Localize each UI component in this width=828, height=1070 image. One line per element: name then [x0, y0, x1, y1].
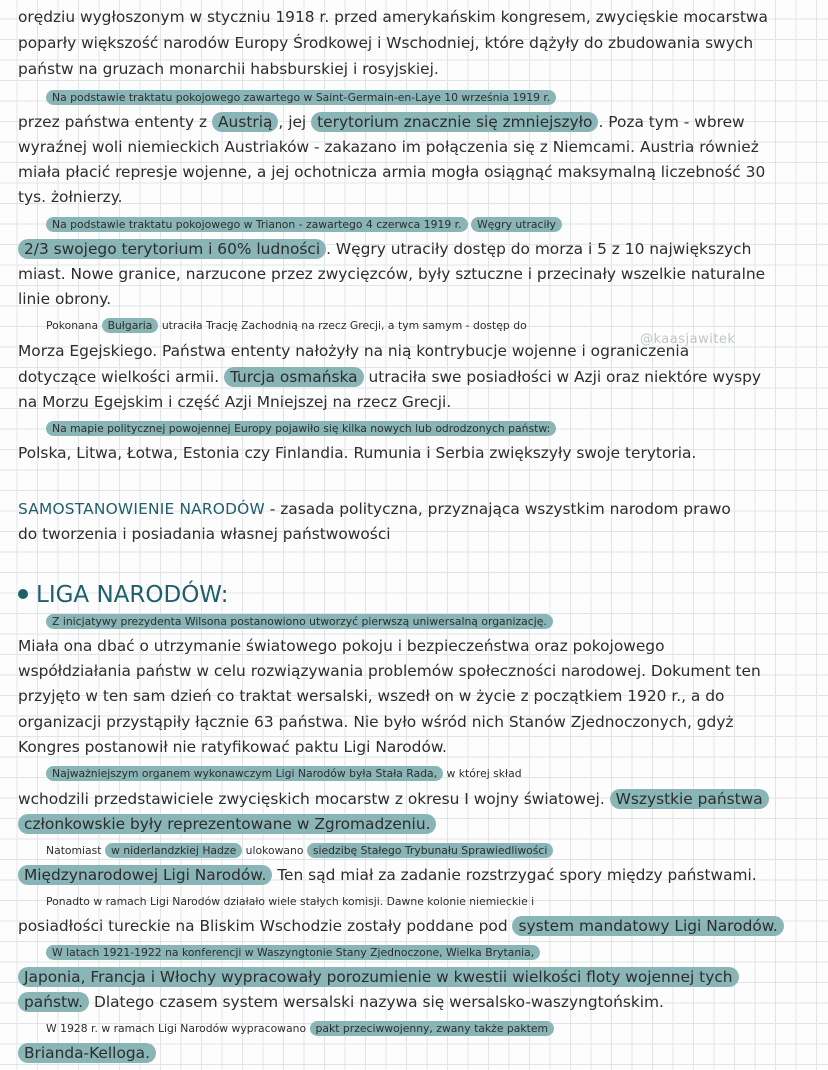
- paragraph-text: utraciła Trację Zachodnią na rzecz Grecji, a tym samym - dostęp do: [158, 319, 527, 332]
- text-line: [18, 160, 818, 185]
- paragraph-text: wyraźnej woli niemieckich Austriaków - zakazano im połączenia się z Niemcami. Austria również: [18, 138, 759, 156]
- highlight: Międzynarodowej Ligi Narodów.: [18, 865, 272, 885]
- text-line: [18, 735, 818, 760]
- paragraph-text: miast. Nowe granice, narzucone przez zwycięzców, były sztuczne i przecinały wszelkie naturalne: [18, 265, 766, 283]
- watermark: @kaasjawitek: [640, 332, 736, 347]
- text-line: [18, 85, 828, 110]
- paragraph-text: Kongres postanowił nie ratyfikować paktu Ligi Narodów.: [18, 738, 447, 756]
- highlight: system mandatowy Ligi Narodów.: [512, 916, 783, 936]
- highlight: Japonia, Francja i Włochy wypracowały porozumienie w kwestii wielkości floty wojennej tych: [18, 967, 739, 987]
- text-line: [18, 863, 818, 888]
- text-line: [18, 262, 818, 287]
- highlight: Brianda-Kelloga.: [18, 1043, 156, 1063]
- text-line: [18, 390, 818, 415]
- text-line: [18, 684, 818, 709]
- highlight: w niderlandzkiej Hadze: [105, 843, 242, 858]
- text-line: [18, 31, 818, 56]
- bullet-icon: [18, 589, 28, 599]
- text-line: [18, 914, 818, 939]
- text-line: [18, 212, 828, 237]
- paragraph-text: Ten sąd miał za zadanie rozstrzygać spory między państwami.: [272, 866, 757, 884]
- highlight: Węgry utraciły: [471, 217, 562, 232]
- highlight: siedzibę Stałego Trybunału Sprawiedliwości: [307, 843, 553, 858]
- highlight: Na podstawie traktatu pokojowego w Trianon - zawartego 4 czerwca 1919 r.: [46, 217, 468, 232]
- paragraph-text: Ponadto w ramach Ligi Narodów działało wiele stałych komisji. Dawne kolonie niemieckie i: [46, 895, 535, 908]
- highlight: Najważniejszym organem wykonawczym Ligi Narodów była Stała Rada,: [46, 766, 443, 781]
- text-line: [18, 1041, 818, 1066]
- paragraph-text: orędziu wygłoszonym w styczniu 1918 r. przed amerykańskim kongresem, zwycięskie mocarstwa: [18, 8, 768, 26]
- highlight: Bułgaria: [102, 318, 159, 333]
- highlight: Austrią: [212, 112, 278, 132]
- highlight: Z inicjatywy prezydenta Wilsona postanowiono utworzyć pierwszą uniwersalną organizację.: [46, 614, 553, 629]
- highlight: pakt przeciwwojenny, zwany także paktem: [310, 1021, 555, 1036]
- definition-term: SAMOSTANOWIENIE NARODÓW: [18, 500, 265, 518]
- highlight: W latach 1921-1922 na konferencji w Waszyngtonie Stany Zjednoczone, Wielka Brytania,: [46, 945, 540, 960]
- paragraph-text: tys. żołnierzy.: [18, 188, 123, 206]
- text-line: [18, 940, 828, 965]
- highlight: terytorium znacznie się zmniejszyło: [311, 112, 598, 132]
- text-line: [18, 659, 818, 684]
- text-line: [18, 441, 818, 466]
- text-line: [18, 1016, 828, 1041]
- paragraph-text: wchodzili przedstawiciele zwycięskich mocarstw z okresu I wojny światowej.: [18, 790, 605, 808]
- text-line: [18, 761, 828, 786]
- text-line: [18, 365, 818, 390]
- definition-text: do tworzenia i posiadania własnej państwowości: [18, 525, 391, 543]
- paragraph-text: . Węgry utraciły dostęp do morza i 5 z 10 największych: [326, 240, 752, 258]
- highlight: Turcja osmańska: [224, 367, 364, 387]
- text-line: [18, 609, 828, 634]
- highlight: państw.: [18, 992, 89, 1012]
- paragraph-text: organizacji przystąpiły łącznie 63 państwa. Nie było wśród nich Stanów Zjednoczonych, gdyż: [18, 713, 734, 731]
- paragraph-text: państw na gruzach monarchii habsburskiej i rosyjskiej.: [18, 60, 439, 78]
- section-heading: [18, 580, 228, 610]
- paragraph-text: Pokonana: [46, 319, 102, 332]
- highlight: członkowskie były reprezentowane w Zgromadzeniu.: [18, 814, 436, 834]
- paragraph-text: Dlatego czasem system wersalski nazywa się wersalsko-waszyngtońskim.: [89, 993, 664, 1011]
- paragraph-text: , jej: [278, 113, 312, 131]
- paragraph-text: przez państwa ententy z: [18, 113, 213, 131]
- paragraph-text: przyjęto w ten sam dzień co traktat wersalski, wszedł on w życie z początkiem 1920 r., a do: [18, 687, 725, 705]
- text-line: [18, 787, 818, 812]
- section-title: LIGA NARODÓW:: [36, 582, 229, 608]
- paragraph-text: Polska, Litwa, Łotwa, Estonia czy Finlandia. Rumunia i Serbia zwiększyły swoje terytoria.: [18, 444, 697, 462]
- paragraph-text: miała płacić represje wojenne, a jej ochotnicza armia mogła osiągnąć maksymalną liczebność 30: [18, 163, 766, 181]
- paragraph-text: Morza Egejskiego. Państwa ententy nałożyły na nią kontrybucje wojenne i ograniczenia: [18, 342, 690, 360]
- definition-line: [18, 522, 818, 547]
- paragraph-text: posiadłości tureckie na Bliskim Wschodzie zostały poddane pod: [18, 917, 513, 935]
- text-line: [18, 838, 828, 863]
- text-line: [18, 990, 818, 1015]
- highlight: Na mapie politycznej powojennej Europy pojawiło się kilka nowych lub odrodzonych państw:: [46, 421, 556, 436]
- paragraph-text: linie obrony.: [18, 290, 112, 308]
- text-line: [18, 634, 818, 659]
- paragraph-text: Miała ona dbać o utrzymanie światowego pokoju i bezpieczeństwa oraz pokojowego: [18, 637, 665, 655]
- definition-line: [18, 497, 818, 522]
- paragraph-text: . Poza tym - wbrew: [598, 113, 745, 131]
- text-line: [18, 416, 828, 441]
- definition-text: - zasada polityczna, przyznająca wszystkim narodom prawo: [264, 500, 731, 518]
- text-line: [18, 5, 818, 30]
- text-line: [18, 185, 818, 210]
- text-line: [18, 965, 818, 990]
- highlight: Wszystkie państwa: [610, 789, 769, 809]
- text-line: [18, 812, 818, 837]
- text-line: [18, 889, 828, 914]
- paragraph-text: poparły większość narodów Europy Środkowej i Wschodniej, które dążyły do zbudowania swych: [18, 34, 754, 52]
- paragraph-text: Natomiast: [46, 844, 105, 857]
- text-line: [18, 57, 818, 82]
- text-line: [18, 110, 818, 135]
- paragraph-text: ulokowano: [242, 844, 307, 857]
- paragraph-text: na Morzu Egejskim i część Azji Mniejszej na rzecz Grecji.: [18, 393, 452, 411]
- paragraph-text: w której skład: [443, 767, 522, 780]
- paragraph-text: W 1928 r. w ramach Ligi Narodów wypracowano: [46, 1022, 310, 1035]
- highlight: Na podstawie traktatu pokojowego zawartego w Saint-Germain-en-Laye 10 września 1919 r.: [46, 90, 556, 105]
- highlight: 2/3 swojego terytorium i 60% ludności: [18, 239, 326, 259]
- paragraph-text: utraciła swe posiadłości w Azji oraz niektóre wyspy: [363, 368, 762, 386]
- text-line: [18, 237, 818, 262]
- paragraph-text: współdziałania państw w celu rozwiązywania problemów społeczności narodowej. Dokument ten: [18, 662, 761, 680]
- text-line: [18, 710, 818, 735]
- text-line: [18, 135, 818, 160]
- text-line: [18, 287, 818, 312]
- paragraph-text: dotyczące wielkości armii.: [18, 368, 224, 386]
